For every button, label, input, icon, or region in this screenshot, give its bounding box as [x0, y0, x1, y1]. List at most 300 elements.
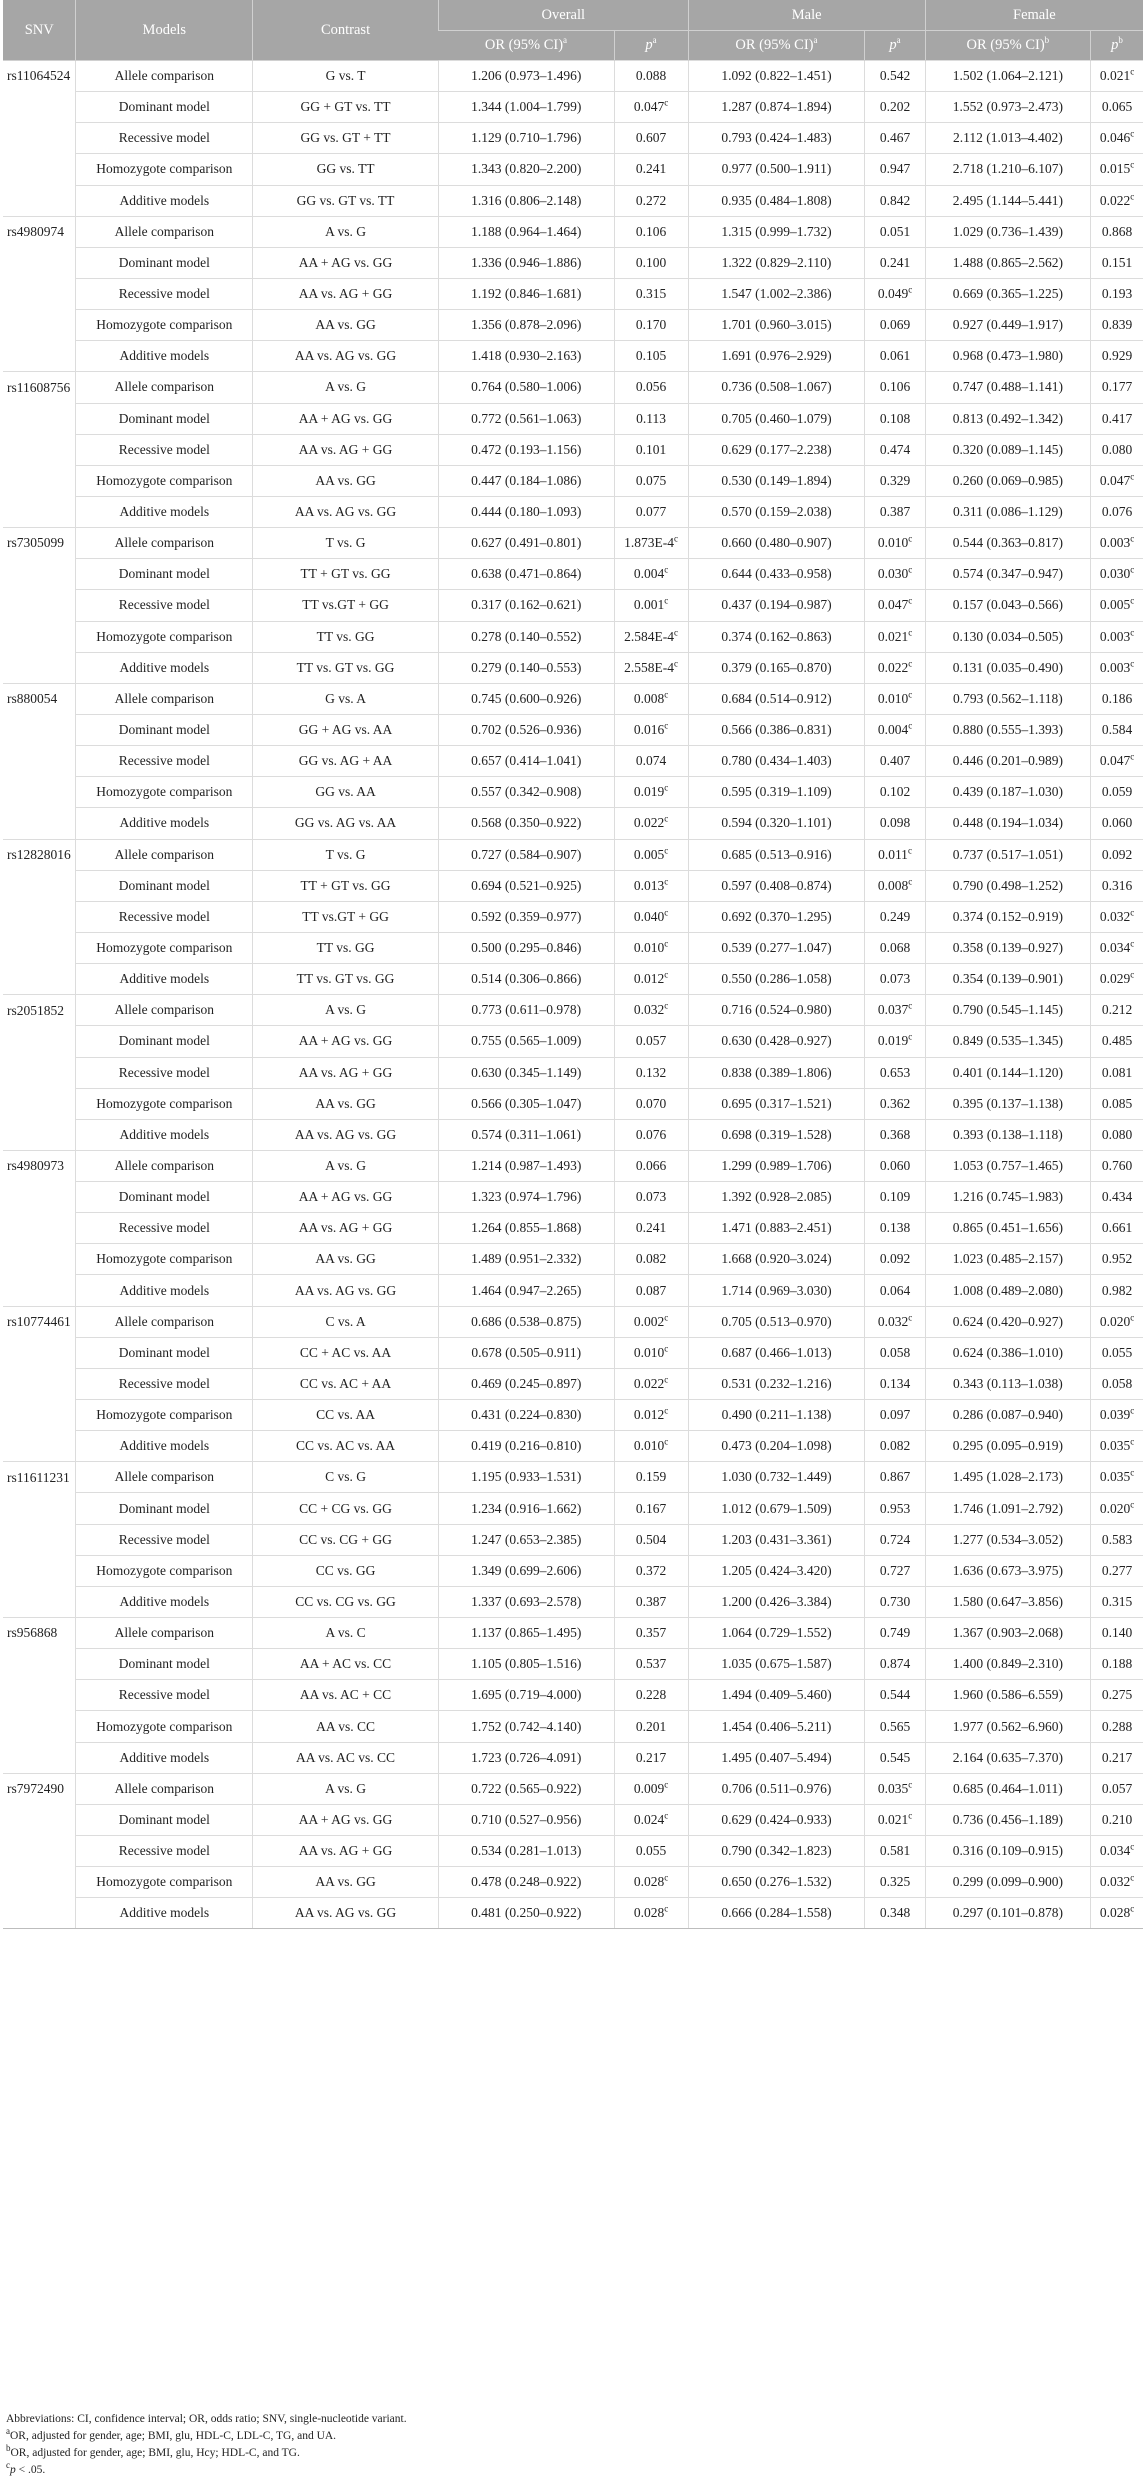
male-p-cell-value: 0.467: [879, 130, 911, 146]
overall-p-cell-value: 0.010: [633, 1438, 665, 1454]
overall-p-cell: [614, 1586, 688, 1617]
header-female-or: OR (95% CI)$^b$: [925, 31, 1090, 61]
male-or-cell: 0.705 (0.460–1.079): [688, 403, 865, 434]
model-cell: Allele comparison: [76, 1150, 253, 1181]
model-cell: Dominant model: [76, 403, 253, 434]
female-or-cell: 0.790 (0.545–1.145): [925, 995, 1090, 1026]
male-or-cell: 1.203 (0.431–3.361): [688, 1524, 865, 1555]
header-male: Male: [688, 0, 925, 31]
contrast-cell: AA vs. CC: [253, 1711, 439, 1742]
overall-or-cell: 1.137 (0.865–1.495): [438, 1618, 614, 1649]
male-p-cell-value: 0.947: [879, 161, 911, 177]
snv-cell: rs7305099: [3, 528, 76, 559]
overall-p-cell: [614, 1306, 688, 1337]
model-cell: Recessive model: [76, 434, 253, 465]
model-cell: Recessive model: [76, 1368, 253, 1399]
female-or-cell: 0.131 (0.035–0.490): [925, 652, 1090, 683]
overall-or-cell: 0.702 (0.526–0.936): [438, 714, 614, 745]
overall-or-cell: 1.129 (0.710–1.796): [438, 123, 614, 154]
overall-or-cell: 0.566 (0.305–1.047): [438, 1088, 614, 1119]
model-cell: Homozygote comparison: [76, 1244, 253, 1275]
female-p-cell-value: 0.060: [1101, 815, 1133, 831]
male-p-cell-value: 0.202: [879, 99, 911, 115]
table-row: [3, 496, 1143, 527]
male-or-cell: 0.736 (0.508–1.067): [688, 372, 865, 403]
female-or-cell: 0.865 (0.451–1.656): [925, 1213, 1090, 1244]
male-or-cell: 0.705 (0.513–0.970): [688, 1306, 865, 1337]
contrast-cell: TT vs. GG: [253, 932, 439, 963]
snv-cell: [3, 92, 76, 123]
snv-cell: rs11608756: [3, 372, 76, 403]
overall-or-cell: 0.557 (0.342–0.908): [438, 777, 614, 808]
overall-p-cell-value: 0.101: [635, 441, 667, 457]
female-p-cell-value: 0.028: [1099, 1905, 1131, 1921]
female-or-cell: 0.320 (0.089–1.145): [925, 434, 1090, 465]
male-p-cell: [865, 1586, 925, 1617]
table-row: [3, 1088, 1143, 1119]
overall-p-cell-value: 0.105: [635, 348, 667, 364]
female-p-cell: [1091, 777, 1144, 808]
snv-cell: [3, 1400, 76, 1431]
overall-p-cell-value: 0.372: [635, 1562, 667, 1578]
overall-p-cell-value: 0.201: [635, 1718, 667, 1734]
male-p-cell-value: 0.325: [879, 1874, 911, 1890]
overall-p-cell: [614, 92, 688, 123]
male-p-cell: [865, 1431, 925, 1462]
male-or-cell: 0.692 (0.370–1.295): [688, 901, 865, 932]
footnote-abbreviations: Abbreviations: CI, confidence interval; OR, odds ratio; SNV, single-nucleotide variant.: [6, 2413, 407, 2425]
snv-cell: [3, 1555, 76, 1586]
female-p-cell-value: 0.076: [1101, 504, 1133, 520]
contrast-cell: AA vs. AG + GG: [253, 278, 439, 309]
overall-p-cell: [614, 1431, 688, 1462]
male-or-cell: 1.392 (0.928–2.085): [688, 1182, 865, 1213]
contrast-cell: GG + AG vs. AA: [253, 714, 439, 745]
female-p-cell-value: 0.434: [1101, 1189, 1133, 1205]
overall-p-cell-value: 0.022: [633, 815, 665, 831]
model-cell: Recessive model: [76, 1524, 253, 1555]
female-or-cell: 0.737 (0.517–1.051): [925, 839, 1090, 870]
female-p-cell: [1091, 1493, 1144, 1524]
snv-cell: [3, 434, 76, 465]
table-row: [3, 1119, 1143, 1150]
male-or-cell: 1.030 (0.732–1.449): [688, 1462, 865, 1493]
female-p-cell-value: 0.005: [1099, 597, 1131, 613]
female-p-cell-value: 0.057: [1101, 1780, 1133, 1796]
female-p-cell: [1091, 932, 1144, 963]
overall-or-cell: 0.472 (0.193–1.156): [438, 434, 614, 465]
model-cell: Dominant model: [76, 1337, 253, 1368]
female-or-cell: 1.023 (0.485–2.157): [925, 1244, 1090, 1275]
male-or-cell: 0.650 (0.276–1.532): [688, 1867, 865, 1898]
male-p-cell: [865, 465, 925, 496]
female-p-cell-value: 0.151: [1101, 254, 1133, 270]
female-p-cell: [1091, 1742, 1144, 1773]
overall-or-cell: 0.574 (0.311–1.061): [438, 1119, 614, 1150]
male-p-cell-value: 0.953: [879, 1500, 911, 1516]
contrast-cell: GG vs. AG + AA: [253, 746, 439, 777]
model-cell: Recessive model: [76, 746, 253, 777]
significance-mark: c: [1130, 969, 1135, 980]
female-p-cell: [1091, 341, 1144, 372]
snv-cell: [3, 1182, 76, 1213]
table-row: [3, 61, 1143, 92]
male-p-cell: [865, 496, 925, 527]
model-cell: Additive models: [76, 1119, 253, 1150]
male-p-cell: [865, 403, 925, 434]
female-or-cell: 0.439 (0.187–1.030): [925, 777, 1090, 808]
male-or-cell: 0.550 (0.286–1.058): [688, 964, 865, 995]
overall-p-cell: [614, 1649, 688, 1680]
model-cell: Allele comparison: [76, 1306, 253, 1337]
overall-p-cell: [614, 808, 688, 839]
contrast-cell: AA + AG vs. GG: [253, 1804, 439, 1835]
male-p-cell: [865, 1618, 925, 1649]
overall-or-cell: 0.745 (0.600–0.926): [438, 683, 614, 714]
overall-p-cell: [614, 1337, 688, 1368]
model-cell: Additive models: [76, 1898, 253, 1929]
male-p-cell-value: 0.021: [877, 1811, 909, 1827]
female-p-cell: [1091, 964, 1144, 995]
contrast-cell: AA + AG vs. GG: [253, 1182, 439, 1213]
male-p-cell-value: 0.329: [879, 472, 911, 488]
snv-cell: [3, 1867, 76, 1898]
table-row: [3, 528, 1143, 559]
table-row: [3, 1618, 1143, 1649]
female-or-cell: 0.624 (0.386–1.010): [925, 1337, 1090, 1368]
overall-or-cell: 0.630 (0.345–1.149): [438, 1057, 614, 1088]
footnote-a: $^a$OR, adjusted for gender, age; BMI, glu, HDL-C, LDL-C, TG, and UA.: [6, 2426, 337, 2442]
female-or-cell: 0.544 (0.363–0.817): [925, 528, 1090, 559]
table-header: [3, 0, 1143, 61]
male-p-cell: [865, 870, 925, 901]
overall-or-cell: 1.343 (0.820–2.200): [438, 154, 614, 185]
overall-p-cell-value: 0.009: [633, 1780, 665, 1796]
overall-p-cell-value: 0.607: [635, 130, 667, 146]
male-p-cell-value: 0.368: [879, 1126, 911, 1142]
significance-mark: c: [664, 876, 669, 887]
male-p-cell: [865, 559, 925, 590]
significance-mark: c: [664, 1405, 669, 1416]
female-or-cell: 0.736 (0.456–1.189): [925, 1804, 1090, 1835]
male-p-cell-value: 0.060: [879, 1157, 911, 1173]
table-row: [3, 1337, 1143, 1368]
significance-mark: c: [1130, 1312, 1135, 1323]
male-p-cell: [865, 1680, 925, 1711]
overall-p-cell: [614, 1150, 688, 1181]
overall-or-cell: 1.247 (0.653–2.385): [438, 1524, 614, 1555]
table-row: [3, 1150, 1143, 1181]
overall-p-cell: [614, 434, 688, 465]
female-or-cell: 1.977 (0.562–6.960): [925, 1711, 1090, 1742]
snv-cell: [3, 310, 76, 341]
overall-p-cell: [614, 216, 688, 247]
significance-mark: c: [673, 627, 678, 638]
female-or-cell: 0.130 (0.034–0.505): [925, 621, 1090, 652]
female-p-cell-value: 0.952: [1101, 1251, 1133, 1267]
female-or-cell: 0.624 (0.420–0.927): [925, 1306, 1090, 1337]
female-p-cell: [1091, 61, 1144, 92]
female-or-cell: 0.446 (0.201–0.989): [925, 746, 1090, 777]
significance-mark: c: [908, 564, 913, 575]
snv-cell: [3, 1649, 76, 1680]
overall-p-cell: [614, 1119, 688, 1150]
female-p-cell: [1091, 1773, 1144, 1804]
significance-mark: c: [908, 658, 913, 669]
overall-p-cell: [614, 652, 688, 683]
male-or-cell: 0.629 (0.177–2.238): [688, 434, 865, 465]
model-cell: Dominant model: [76, 559, 253, 590]
overall-p-cell: [614, 310, 688, 341]
table-row: [3, 1462, 1143, 1493]
snv-cell: [3, 1026, 76, 1057]
significance-mark: c: [664, 938, 669, 949]
female-p-cell-value: 0.022: [1099, 192, 1131, 208]
overall-or-cell: 1.356 (0.878–2.096): [438, 310, 614, 341]
female-p-cell: [1091, 154, 1144, 185]
male-or-cell: 0.531 (0.232–1.216): [688, 1368, 865, 1399]
overall-p-cell: [614, 1742, 688, 1773]
overall-or-cell: 0.727 (0.584–0.907): [438, 839, 614, 870]
overall-p-cell-value: 0.010: [633, 940, 665, 955]
significance-mark: c: [673, 533, 678, 544]
overall-p-cell: [614, 247, 688, 278]
table-row: [3, 1306, 1143, 1337]
female-p-cell: [1091, 559, 1144, 590]
female-or-cell: 0.299 (0.099–0.900): [925, 1867, 1090, 1898]
significance-mark: c: [1130, 1405, 1135, 1416]
overall-p-cell-value: 0.315: [635, 286, 667, 302]
overall-or-cell: 0.722 (0.565–0.922): [438, 1773, 614, 1804]
table-row: [3, 1742, 1143, 1773]
overall-p-cell-value: 0.159: [635, 1469, 667, 1485]
female-p-cell-value: 0.020: [1099, 1313, 1131, 1329]
overall-or-cell: 0.419 (0.216–0.810): [438, 1431, 614, 1462]
overall-p-cell: [614, 559, 688, 590]
female-p-cell: [1091, 1431, 1144, 1462]
male-p-cell-value: 0.581: [879, 1843, 911, 1859]
overall-or-cell: 0.773 (0.611–0.978): [438, 995, 614, 1026]
male-p-cell: [865, 621, 925, 652]
female-or-cell: 2.718 (1.210–6.107): [925, 154, 1090, 185]
significance-mark: c: [664, 969, 669, 980]
female-p-cell: [1091, 1057, 1144, 1088]
significance-mark: c: [664, 907, 669, 918]
male-or-cell: 1.035 (0.675–1.587): [688, 1649, 865, 1680]
significance-mark: c: [1130, 1436, 1135, 1447]
snv-cell: [3, 1804, 76, 1835]
female-p-cell-value: 0.277: [1101, 1562, 1133, 1578]
contrast-cell: CC vs. AC + AA: [253, 1368, 439, 1399]
model-cell: Recessive model: [76, 123, 253, 154]
model-cell: Additive models: [76, 496, 253, 527]
overall-p-cell: [614, 683, 688, 714]
overall-or-cell: 0.447 (0.184–1.086): [438, 465, 614, 496]
overall-or-cell: 0.478 (0.248–0.922): [438, 1867, 614, 1898]
significance-mark: c: [1130, 907, 1135, 918]
male-p-cell-value: 0.021: [877, 628, 909, 644]
model-cell: Allele comparison: [76, 683, 253, 714]
overall-or-cell: 1.695 (0.719–4.000): [438, 1680, 614, 1711]
overall-or-cell: 0.534 (0.281–1.013): [438, 1836, 614, 1867]
snv-cell: [3, 1088, 76, 1119]
male-p-cell: [865, 185, 925, 216]
female-p-cell: [1091, 1555, 1144, 1586]
table-row: [3, 995, 1143, 1026]
overall-or-cell: 0.657 (0.414–1.041): [438, 746, 614, 777]
overall-p-cell-value: 0.082: [635, 1251, 667, 1267]
female-p-cell: [1091, 1213, 1144, 1244]
female-p-cell-value: 0.080: [1101, 1126, 1133, 1142]
model-cell: Recessive model: [76, 1680, 253, 1711]
male-p-cell: [865, 1555, 925, 1586]
model-cell: Homozygote comparison: [76, 1711, 253, 1742]
female-p-cell: [1091, 746, 1144, 777]
overall-p-cell-value: 0.132: [635, 1064, 667, 1080]
female-or-cell: 2.495 (1.144–5.441): [925, 185, 1090, 216]
contrast-cell: C vs. A: [253, 1306, 439, 1337]
male-p-cell: [865, 839, 925, 870]
female-p-cell: [1091, 621, 1144, 652]
male-p-cell: [865, 1742, 925, 1773]
significance-mark: c: [1130, 1841, 1135, 1852]
contrast-cell: AA vs. GG: [253, 310, 439, 341]
male-p-cell-value: 0.387: [879, 504, 911, 520]
female-or-cell: 2.164 (0.635–7.370): [925, 1742, 1090, 1773]
female-p-cell: [1091, 1804, 1144, 1835]
overall-or-cell: 0.678 (0.505–0.911): [438, 1337, 614, 1368]
overall-p-cell-value: 0.002: [633, 1313, 665, 1329]
contrast-cell: AA vs. AG + GG: [253, 1213, 439, 1244]
header-male-p: $p^a$: [865, 31, 925, 61]
female-p-cell-value: 0.316: [1101, 877, 1133, 893]
female-p-cell-value: 0.015: [1099, 161, 1131, 177]
contrast-cell: AA vs. GG: [253, 1088, 439, 1119]
snv-cell: [3, 777, 76, 808]
model-cell: Allele comparison: [76, 995, 253, 1026]
female-or-cell: 0.354 (0.139–0.901): [925, 964, 1090, 995]
overall-p-cell-value: 0.047: [633, 99, 665, 115]
male-p-cell-value: 0.069: [879, 317, 911, 333]
female-or-cell: 1.746 (1.091–2.792): [925, 1493, 1090, 1524]
significance-mark: c: [664, 1810, 669, 1821]
header-overall-or: OR (95% CI)$^a$: [438, 31, 614, 61]
table-row: [3, 247, 1143, 278]
snv-cell: [3, 652, 76, 683]
overall-or-cell: 0.627 (0.491–0.801): [438, 528, 614, 559]
snv-cell: [3, 870, 76, 901]
snv-cell: rs2051852: [3, 995, 76, 1026]
male-p-cell: [865, 1711, 925, 1742]
table-row: [3, 870, 1143, 901]
significance-mark: c: [664, 595, 669, 606]
female-p-cell-value: 0.868: [1101, 223, 1133, 239]
female-p-cell-value: 0.081: [1101, 1064, 1133, 1080]
significance-mark: c: [664, 1000, 669, 1011]
overall-p-cell: [614, 1867, 688, 1898]
significance-mark: c: [908, 284, 913, 295]
female-p-cell-value: 0.030: [1099, 566, 1131, 582]
model-cell: Recessive model: [76, 1836, 253, 1867]
male-p-cell: [865, 1493, 925, 1524]
female-or-cell: 1.636 (0.673–3.975): [925, 1555, 1090, 1586]
male-p-cell-value: 0.064: [879, 1282, 911, 1298]
snv-cell: [3, 185, 76, 216]
female-p-cell: [1091, 403, 1144, 434]
snv-cell: [3, 1057, 76, 1088]
model-cell: Dominant model: [76, 247, 253, 278]
female-p-cell-value: 0.583: [1101, 1531, 1133, 1547]
female-or-cell: 0.448 (0.194–1.034): [925, 808, 1090, 839]
male-p-cell-value: 0.727: [879, 1562, 911, 1578]
contrast-cell: T vs. G: [253, 528, 439, 559]
model-cell: Additive models: [76, 1586, 253, 1617]
male-p-cell-value: 0.362: [879, 1095, 911, 1111]
snv-cell: rs11064524: [3, 61, 76, 92]
male-or-cell: 0.716 (0.524–0.980): [688, 995, 865, 1026]
female-p-cell-value: 0.047: [1099, 753, 1131, 769]
contrast-cell: A vs. G: [253, 995, 439, 1026]
male-p-cell: [865, 964, 925, 995]
snv-cell: [3, 1368, 76, 1399]
table-row: [3, 1244, 1143, 1275]
contrast-cell: AA + AG vs. GG: [253, 1026, 439, 1057]
overall-p-cell: [614, 590, 688, 621]
table-row: [3, 1368, 1143, 1399]
model-cell: Allele comparison: [76, 61, 253, 92]
male-or-cell: 0.629 (0.424–0.933): [688, 1804, 865, 1835]
model-cell: Homozygote comparison: [76, 310, 253, 341]
female-or-cell: 0.286 (0.087–0.940): [925, 1400, 1090, 1431]
female-or-cell: 2.112 (1.013–4.402): [925, 123, 1090, 154]
female-p-cell: [1091, 1026, 1144, 1057]
male-or-cell: 0.597 (0.408–0.874): [688, 870, 865, 901]
table-row: [3, 216, 1143, 247]
significance-mark: c: [673, 658, 678, 669]
male-or-cell: 1.454 (0.406–5.211): [688, 1711, 865, 1742]
female-p-cell: [1091, 1400, 1144, 1431]
contrast-cell: CC + AC vs. AA: [253, 1337, 439, 1368]
significance-mark: c: [664, 564, 669, 575]
overall-p-cell-value: 0.074: [635, 753, 667, 769]
male-p-cell: [865, 1244, 925, 1275]
significance-mark: c: [1130, 471, 1135, 482]
significance-mark: c: [907, 845, 912, 856]
female-p-cell-value: 0.186: [1101, 690, 1133, 706]
contrast-cell: G vs. T: [253, 61, 439, 92]
significance-mark: c: [908, 1000, 913, 1011]
male-p-cell-value: 0.544: [879, 1687, 911, 1703]
snv-cell: [3, 1524, 76, 1555]
female-p-cell-value: 0.046: [1099, 130, 1131, 146]
overall-or-cell: 1.349 (0.699–2.606): [438, 1555, 614, 1586]
female-p-cell: [1091, 714, 1144, 745]
significance-mark: c: [664, 1374, 669, 1385]
overall-or-cell: 0.481 (0.250–0.922): [438, 1898, 614, 1929]
overall-or-cell: 1.188 (0.964–1.464): [438, 216, 614, 247]
female-p-cell-value: 0.003: [1099, 628, 1131, 644]
table-row: [3, 652, 1143, 683]
header-female-p: $p^b$: [1091, 31, 1144, 61]
model-cell: Dominant model: [76, 1649, 253, 1680]
contrast-cell: G vs. A: [253, 683, 439, 714]
overall-or-cell: 0.431 (0.224–0.830): [438, 1400, 614, 1431]
female-p-cell-value: 0.584: [1101, 722, 1133, 738]
male-p-cell-value: 0.068: [879, 940, 911, 955]
overall-p-cell: [614, 61, 688, 92]
snv-cell: [3, 247, 76, 278]
male-p-cell-value: 0.047: [877, 597, 909, 613]
